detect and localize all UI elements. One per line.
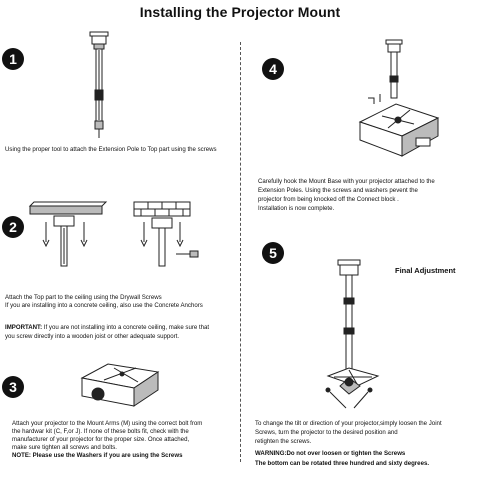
page-title: Installing the Projector Mount [139, 4, 341, 20]
step-3-projector-illustration [78, 360, 162, 412]
step-3-text-line-3: manufacturer of your projector for the proper size. Once attached, [12, 436, 190, 443]
step-1-badge: 1 [2, 48, 24, 70]
step-5-adjustable-mount-illustration [320, 258, 390, 418]
step-3-text-line-1: Attach your projector to the Mount Arms (M) using the correct bolt from [12, 420, 203, 427]
step-2-important-line-1 [5, 324, 209, 332]
step-4-text-line-1: Carefully hook the Mount Base with your projector attached to the [258, 178, 435, 185]
step-4-mounted-projector-illustration [356, 38, 440, 162]
step-2-important-line-2: you screw directly into a wooden joist or other adequate support. [5, 333, 180, 340]
step-4-badge: 4 [262, 58, 284, 80]
step-1-text: Using the proper tool to attach the Extension Pole to Top part using the screws [5, 146, 217, 153]
step-5-text-line-1: To change the tilt or direction of your projector,simply loosen the Joint [255, 420, 442, 427]
step-2-drywall-illustration [28, 200, 108, 270]
important-label: IMPORTANT: [5, 324, 43, 331]
step-1-pole-illustration [84, 30, 114, 140]
important-text: If you are not installing into a concrete ceiling, make sure that [42, 324, 210, 331]
step-3-badge: 3 [2, 376, 24, 398]
step-5-text-line-3: retighten the screws. [255, 438, 312, 445]
step-3-text-line-2: the hardwar kit (C, F,or J). If none of these bolts fit, check with the [12, 428, 189, 435]
step-2-badge: 2 [2, 216, 24, 238]
step-3-text-line-4: make sure tighten all screws and bolts. [12, 444, 117, 451]
step-4-text-line-2: Extension Poles. Using the screws and washers pevent the [258, 187, 418, 194]
step-5-badge: 5 [262, 242, 284, 264]
step-4-text-line-3: projector from being knocked off the Connect block . [258, 196, 399, 203]
final-adjustment-heading: Final Adjustment [395, 266, 456, 275]
step-5-warning-line-1: WARNING:Do not over loosen or tighten the Screws [255, 450, 406, 457]
column-divider [240, 42, 241, 462]
step-4-text-line-4: Installation is now complete. [258, 205, 335, 212]
step-5-text-line-2: Screws, turn the projector to the desired position and [255, 429, 398, 436]
step-2-text-line-2: If you are installing into a concrete ceiling, also use the Concrete Anchors [5, 302, 203, 309]
step-2-text-line-1: Attach the Top part to the ceiling using the Drywall Screws [5, 294, 162, 301]
step-2-concrete-illustration [128, 198, 208, 270]
step-3-note: NOTE: Please use the Washers if you are using the Screws [12, 452, 183, 459]
step-5-warning-line-2: The bottom can be rotated three hundred and sixty degrees. [255, 460, 430, 467]
